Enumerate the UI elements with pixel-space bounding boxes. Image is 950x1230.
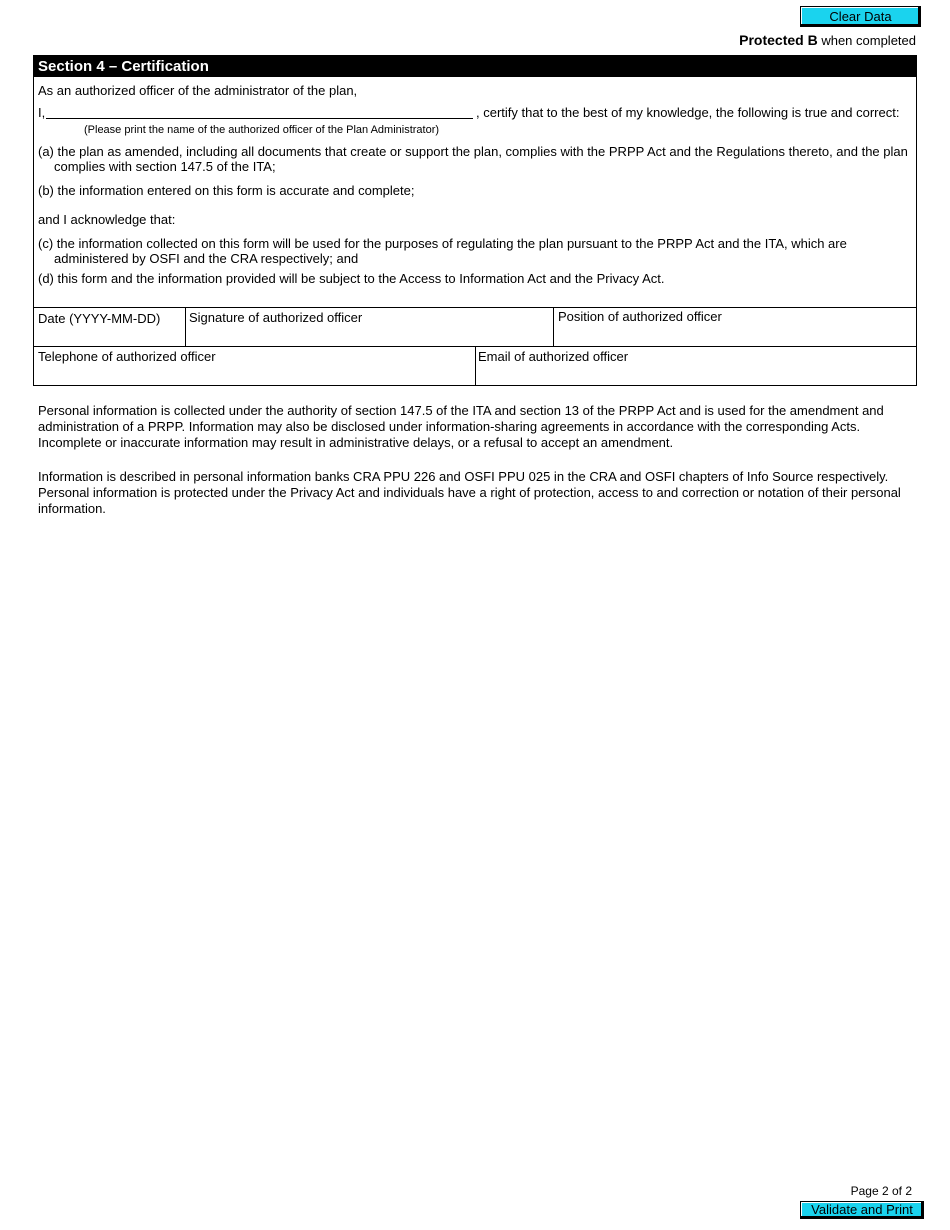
- certification-section: [33, 55, 917, 386]
- email-field[interactable]: Email of authorized officer: [478, 349, 629, 364]
- col-divider-telephone: [475, 346, 476, 385]
- i-prefix: I,: [38, 105, 46, 120]
- page-number: Page 2 of 2: [850, 1184, 912, 1198]
- intro-text: As an authorized officer of the administrator of the plan,: [38, 83, 358, 98]
- telephone-field[interactable]: Telephone of authorized officer: [38, 349, 216, 364]
- protected-b-label: [739, 32, 916, 48]
- acknowledge-text: and I acknowledge that:: [38, 212, 176, 227]
- section-title: Section 4 – Certification: [34, 56, 916, 77]
- item-a: (a) the plan as amended, including all documents that create or support the plan, complies with the PRPP Act and the Regulations thereto, and the plan complies with section 147.5 of the ITA;: [38, 144, 908, 174]
- col-divider-date: [185, 307, 186, 346]
- item-c: (c) the information collected on this form will be used for the purposes of regulating the plan pursuant to the PRPP Act and the ITA, which are administered by OSFI and the CRA respectively; and: [38, 236, 847, 266]
- date-field[interactable]: Date (YYYY-MM-DD): [38, 311, 161, 326]
- clear-data-button[interactable]: Clear Data: [800, 6, 921, 27]
- row-divider-1: [34, 307, 916, 308]
- col-divider-signature: [553, 307, 554, 346]
- protected-b-rest: when completed: [817, 33, 916, 48]
- signature-field[interactable]: Signature of authorized officer: [189, 310, 363, 325]
- info-banks-notice: Information is described in personal information banks CRA PPU 226 and OSFI PPU 025 in the CRA and OSFI chapters of Info Source respectively. Personal information is protected under the Privacy Act and individuals have a right of protection, access to and correction or notation of their personal information.: [38, 469, 901, 516]
- position-field[interactable]: Position of authorized officer: [558, 309, 722, 324]
- personal-info-notice: Personal information is collected under the authority of section 147.5 of the ITA and section 13 of the PRPP Act and is used for the amendment and administration of a PRPP. Information may also be disclosed under information-sharing agreements in accordance with the corresponding Acts. Incomplete or inaccurate information may result in administrative delays, or a refusal to accept an amendment.: [38, 403, 884, 450]
- validate-print-button[interactable]: Validate and Print: [800, 1201, 924, 1219]
- certify-text: , certify that to the best of my knowledge, the following is true and correct:: [476, 105, 900, 120]
- officer-name-input[interactable]: [46, 102, 473, 119]
- item-b: (b) the information entered on this form is accurate and complete;: [38, 183, 415, 198]
- item-d: (d) this form and the information provided will be subject to the Access to Information Act and the Privacy Act.: [38, 271, 665, 286]
- officer-name-caption: (Please print the name of the authorized officer of the Plan Administrator): [84, 124, 440, 136]
- protected-b-bold: Protected B: [739, 32, 818, 48]
